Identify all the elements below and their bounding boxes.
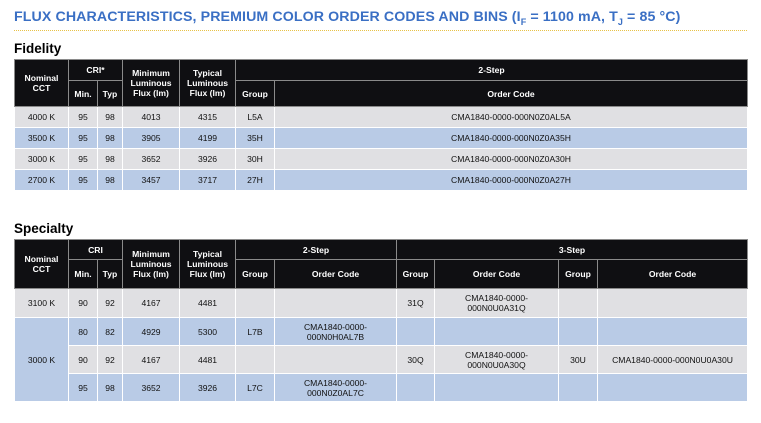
cell-group-3step-b: [559, 289, 598, 318]
cell-typ-flux: 4481: [180, 346, 236, 374]
cell-min-flux: 3457: [123, 170, 180, 191]
table-row: [15, 289, 748, 318]
cell-cri-min: 80: [69, 318, 98, 346]
header-order-code: Order Code: [598, 260, 748, 289]
cell-cri-typ: 82: [98, 318, 123, 346]
cell-group-3step-a: 31Q: [397, 289, 435, 318]
cell-order-code: CMA1840-0000-000N0Z0A27H: [275, 170, 748, 191]
cell-min-flux: 4929: [123, 318, 180, 346]
cell-group-2step: L7C: [236, 374, 275, 402]
specialty-table: [14, 239, 748, 402]
header-nominal-cct: Nominal CCT: [15, 240, 69, 289]
cell-cct: 3100 K: [15, 289, 69, 318]
header-cri-min: Min.: [69, 81, 98, 107]
cell-cct: 3000 K: [15, 318, 69, 402]
header-cri-typ: Typ: [98, 260, 123, 289]
header-order-code: Order Code: [275, 260, 397, 289]
title-sub-j: J: [617, 16, 624, 27]
cell-group-3step-b: [559, 318, 598, 346]
cell-typ-flux: 5300: [180, 318, 236, 346]
cell-cri-typ: 98: [98, 374, 123, 402]
cell-group: L5A: [236, 107, 275, 128]
header-cri: CRI*: [69, 60, 123, 81]
cell-cri-min: 95: [69, 149, 98, 170]
cell-typ-flux: 3926: [180, 374, 236, 402]
cell-code-3step-b: [598, 289, 748, 318]
cell-code-3step-a: CMA1840-0000-000N0U0A30Q: [435, 346, 559, 374]
table-row: [15, 149, 748, 170]
cell-min-flux: 4167: [123, 346, 180, 374]
cell-group-2step: L7B: [236, 318, 275, 346]
cell-code-2step: [275, 346, 397, 374]
table-row: [15, 128, 748, 149]
cell-cri-min: 95: [69, 170, 98, 191]
table-row: [15, 318, 748, 346]
cell-code-3step-b: [598, 374, 748, 402]
cell-cri-min: 90: [69, 289, 98, 318]
cell-cri-typ: 98: [98, 170, 123, 191]
cell-code-2step: CMA1840-0000-000N0Z0AL7C: [275, 374, 397, 402]
cell-code-3step-a: CMA1840-0000-000N0U0A31Q: [435, 289, 559, 318]
header-group: Group: [559, 260, 598, 289]
header-2-step: 2-Step: [236, 60, 748, 81]
cell-typ-flux: 4481: [180, 289, 236, 318]
cell-typ-flux: 3926: [180, 149, 236, 170]
title-sub-f: F: [520, 16, 527, 27]
cell-typ-flux: 4315: [180, 107, 236, 128]
cell-group-3step-b: 30U: [559, 346, 598, 374]
cell-group-3step-a: [397, 374, 435, 402]
header-nominal-cct: Nominal CCT: [15, 60, 69, 107]
cell-cri-typ: 92: [98, 346, 123, 374]
cell-cri-min: 95: [69, 107, 98, 128]
cell-order-code: CMA1840-0000-000N0Z0AL5A: [275, 107, 748, 128]
cell-group-3step-a: [397, 318, 435, 346]
cell-group: 30H: [236, 149, 275, 170]
cell-group-3step-b: [559, 374, 598, 402]
header-group: Group: [236, 260, 275, 289]
cell-group-2step: [236, 289, 275, 318]
header-min-flux: Minimum Luminous Flux (lm): [123, 240, 180, 289]
specialty-heading: Specialty: [14, 221, 74, 236]
cell-code-3step-b: CMA1840-0000-000N0U0A30U: [598, 346, 748, 374]
cell-typ-flux: 4199: [180, 128, 236, 149]
cell-order-code: CMA1840-0000-000N0Z0A30H: [275, 149, 748, 170]
page-title: [14, 9, 754, 27]
cell-cri-min: 95: [69, 128, 98, 149]
table-row: [15, 374, 748, 402]
title-main: FLUX CHARACTERISTICS, PREMIUM COLOR ORDER CODES AND BINS (I: [14, 9, 521, 25]
cell-order-code: CMA1840-0000-000N0Z0A35H: [275, 128, 748, 149]
cell-group-3step-a: 30Q: [397, 346, 435, 374]
fidelity-header-row-1: [15, 60, 748, 81]
header-typ-flux: Typical Luminous Flux (lm): [180, 240, 236, 289]
title-end: = 85 °C): [623, 9, 681, 25]
header-cri: CRI: [69, 240, 123, 260]
cell-cri-min: 90: [69, 346, 98, 374]
cell-cct: 3500 K: [15, 128, 69, 149]
cell-cri-min: 95: [69, 374, 98, 402]
cell-cct: 4000 K: [15, 107, 69, 128]
header-min-flux: Minimum Luminous Flux (lm): [123, 60, 180, 107]
title-mid: = 1100 mA, T: [526, 9, 618, 25]
cell-min-flux: 3652: [123, 149, 180, 170]
cell-group-2step: [236, 346, 275, 374]
cell-cct: 3000 K: [15, 149, 69, 170]
header-2-step: 2-Step: [236, 240, 397, 260]
header-3-step: 3-Step: [397, 240, 748, 260]
cell-code-2step: CMA1840-0000-000N0H0AL7B: [275, 318, 397, 346]
header-group: Group: [397, 260, 435, 289]
header-order-code: Order Code: [275, 81, 748, 107]
title-divider: [14, 30, 747, 31]
table-row: [15, 170, 748, 191]
table-row: [15, 346, 748, 374]
cell-cri-typ: 98: [98, 107, 123, 128]
cell-min-flux: 3905: [123, 128, 180, 149]
cell-min-flux: 4167: [123, 289, 180, 318]
header-cri-min: Min.: [69, 260, 98, 289]
cell-group: 35H: [236, 128, 275, 149]
fidelity-table: [14, 59, 748, 191]
header-order-code: Order Code: [435, 260, 559, 289]
fidelity-heading: Fidelity: [14, 41, 62, 56]
specialty-header-row-1: [15, 240, 748, 260]
cell-min-flux: 3652: [123, 374, 180, 402]
cell-cct: 2700 K: [15, 170, 69, 191]
cell-code-3step-b: [598, 318, 748, 346]
cell-code-3step-a: [435, 318, 559, 346]
cell-min-flux: 4013: [123, 107, 180, 128]
cell-cri-typ: 92: [98, 289, 123, 318]
header-cri-typ: Typ: [98, 81, 123, 107]
cell-group: 27H: [236, 170, 275, 191]
cell-typ-flux: 3717: [180, 170, 236, 191]
header-typ-flux: Typical Luminous Flux (lm): [180, 60, 236, 107]
cell-cri-typ: 98: [98, 149, 123, 170]
header-group: Group: [236, 81, 275, 107]
cell-code-3step-a: [435, 374, 559, 402]
cell-cri-typ: 98: [98, 128, 123, 149]
cell-code-2step: [275, 289, 397, 318]
table-row: [15, 107, 748, 128]
